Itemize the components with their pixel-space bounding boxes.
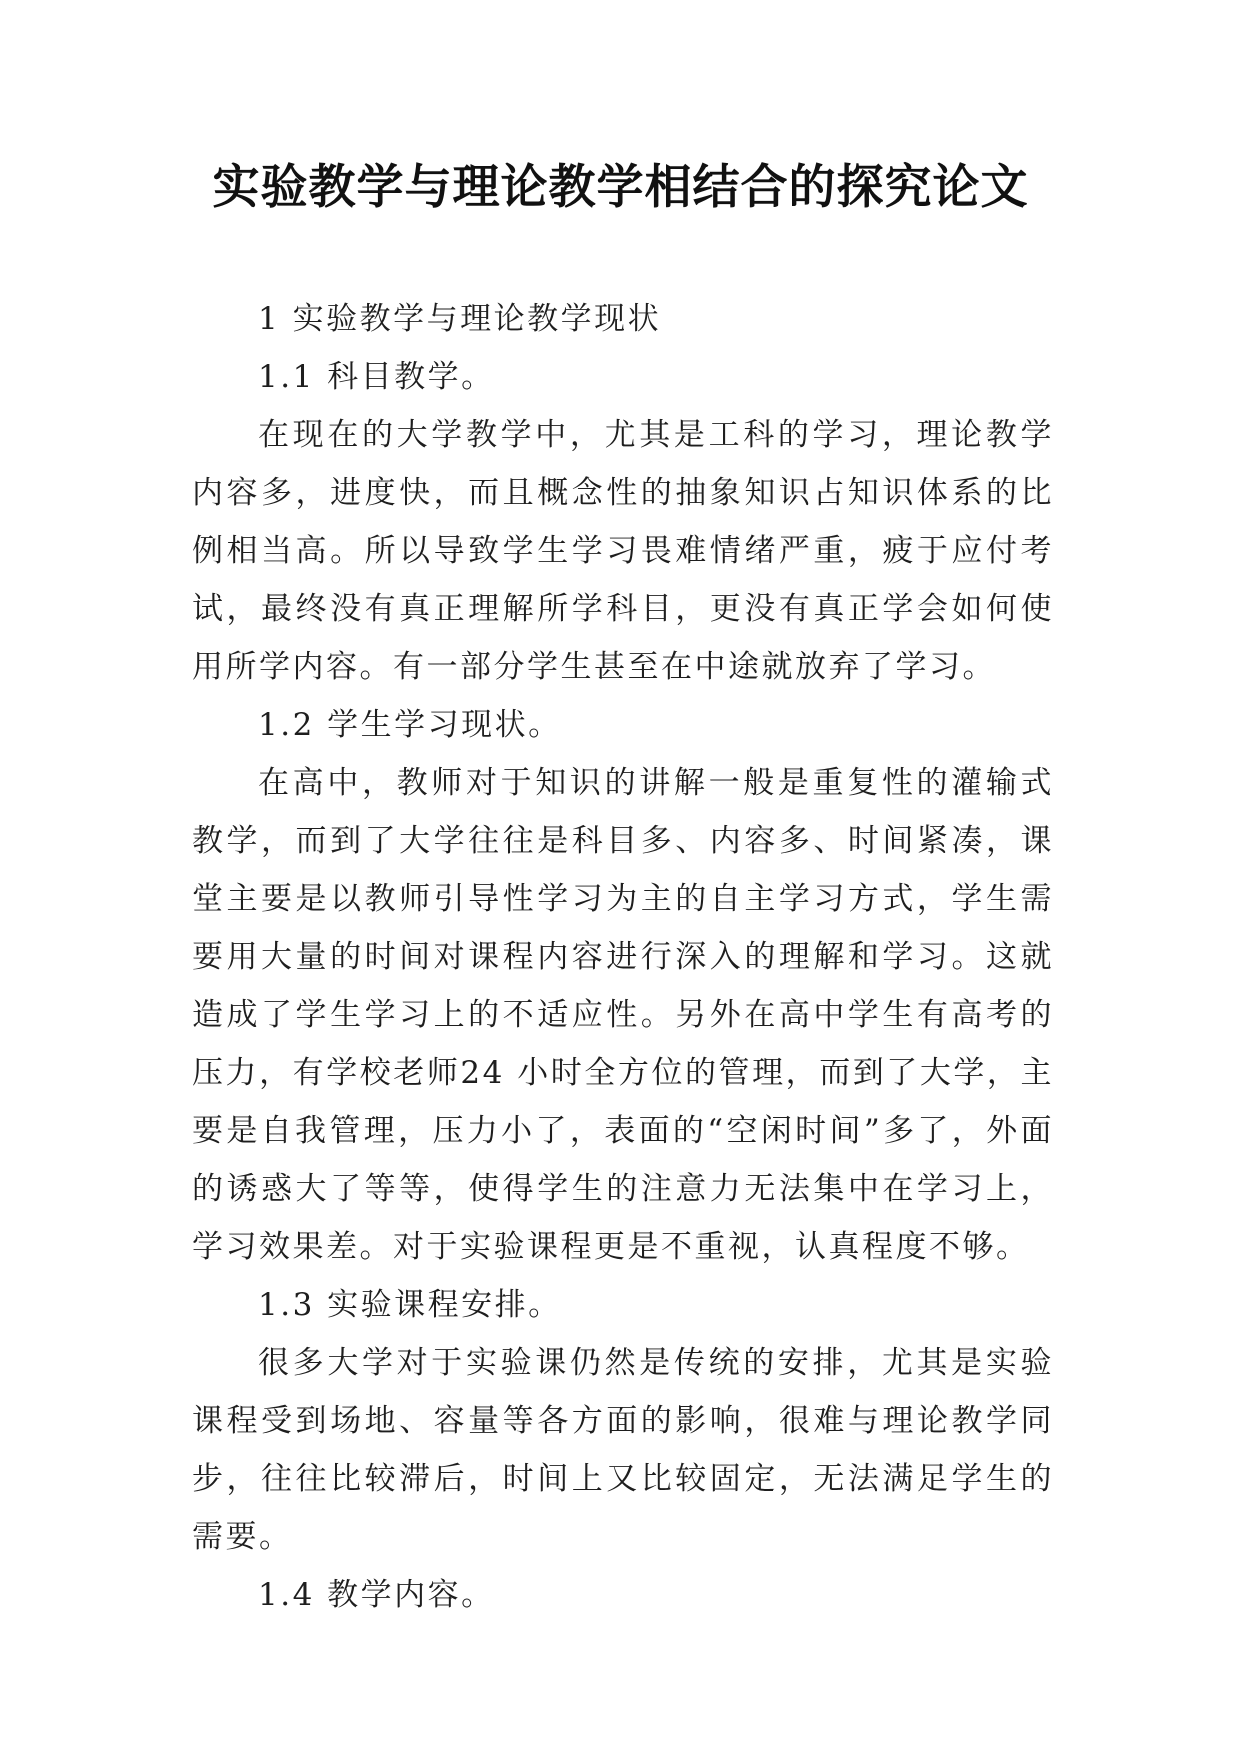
subsection-heading-1-4: 1.4 教学内容。 [258, 1577, 495, 1613]
subsection-heading-1-1: 1.1 科目教学。 [258, 359, 495, 395]
document-body [192, 290, 1054, 1624]
subsection-heading-1-2: 1.2 学生学习现状。 [258, 707, 562, 743]
paragraph-1-3: 很多大学对于实验课仍然是传统的安排，尤其是实验课程受到场地、容量等各方面的影响，很难与理论教学同步，往往比较滞后，时间上又比较固定，无法满足学生的需要。 [192, 1345, 1054, 1555]
document-title: 实验教学与理论教学相结合的探究论文 [212, 160, 1029, 215]
paragraph-1-1: 在现在的大学教学中，尤其是工科的学习，理论教学内容多，进度快，而且概念性的抽象知识占知识体系的比例相当高。所以导致学生学习畏难情绪严重，疲于应付考试，最终没有真正理解所学科目，更没有真正学会如何使用所学内容。有一部分学生甚至在中途就放弃了学习。 [192, 417, 1054, 685]
paragraph-1-2: 在高中，教师对于知识的讲解一般是重复性的灌输式教学，而到了大学往往是科目多、内容多、时间紧凑，课堂主要是以教师引导性学习为主的自主学习方式，学生需要用大量的时间对课程内容进行深入的理解和学习。这就造成了学生学习上的不适应性。另外在高中学生有高考的压力，有学校老师24 小时全方位的管理，而到了大学，主要是自我管理，压力小了，表面的“空闲时间”多了，外面的诱惑大了等等，使得学生的注意力无法集中在学习上，学习效果差。对于实验课程更是不重视，认真程度不够。 [192, 765, 1054, 1265]
subsection-heading-1-3: 1.3 实验课程安排。 [258, 1287, 562, 1323]
section-heading-1: 1 实验教学与理论教学现状 [258, 301, 662, 337]
